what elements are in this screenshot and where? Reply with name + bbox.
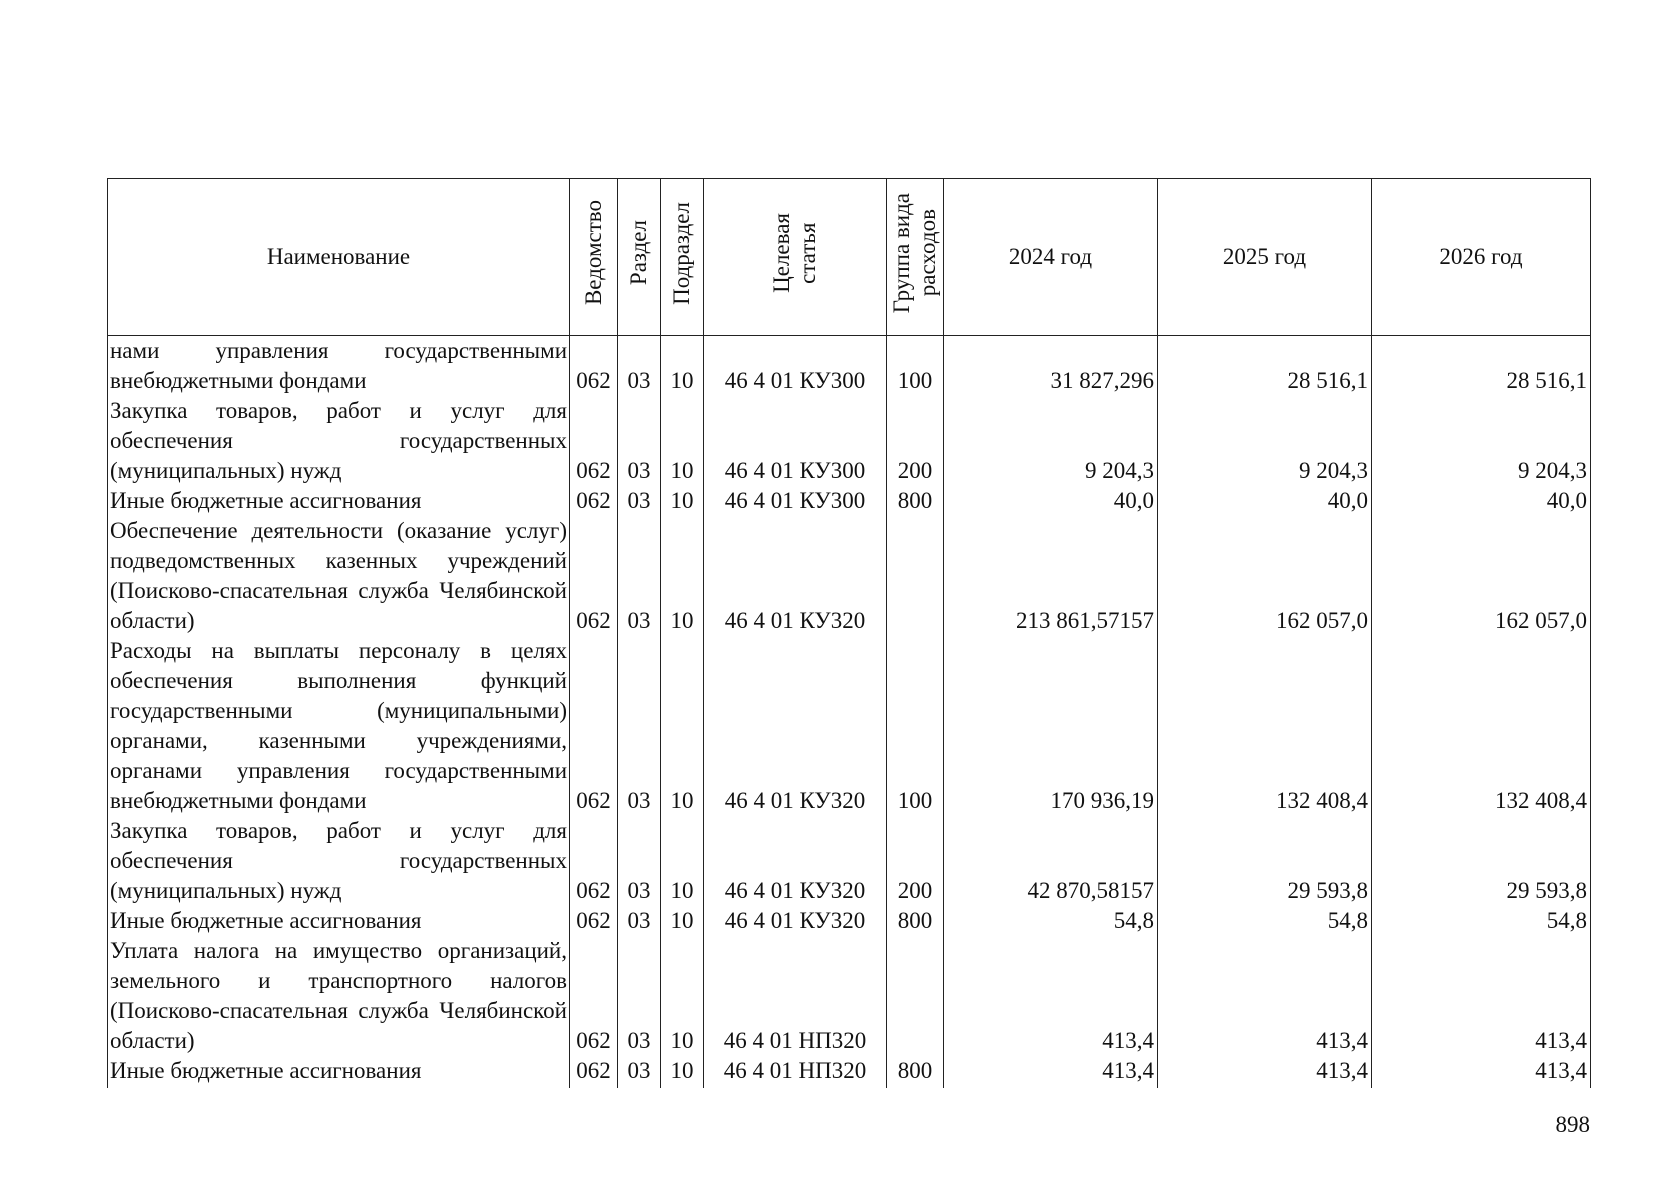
row-podrazdel: 10 (661, 936, 704, 1056)
header-name (108, 179, 570, 336)
row-podrazdel: 10 (661, 906, 704, 936)
row-2026: 162 057,0 (1372, 516, 1591, 636)
budget-table (107, 178, 1591, 1088)
header-gruppa (887, 179, 944, 336)
header-2026-label: 2026 год (1439, 244, 1523, 269)
row-name: Иные бюджетные ассигнования (108, 906, 570, 936)
row-celevaya-statya: 46 4 01 КУ300 (704, 486, 887, 516)
row-name: Расходы на выплаты персоналу в целях обеспечения выполнения функций государственными (муниципальными) органами, казенными учреждениями, органами управления государственными внебюджетными фондами (108, 636, 570, 816)
row-vedomstvo: 062 (570, 906, 618, 936)
header-razdel-label: Раздел (626, 220, 651, 286)
row-razdel: 03 (618, 516, 661, 636)
row-podrazdel: 10 (661, 816, 704, 906)
row-name: нами управления государственными внебюджетными фондами (108, 336, 570, 397)
row-celevaya-statya: 46 4 01 КУ320 (704, 636, 887, 816)
row-gruppa: 800 (887, 1056, 944, 1088)
row-podrazdel: 10 (661, 516, 704, 636)
row-2026: 54,8 (1372, 906, 1591, 936)
row-razdel: 03 (618, 486, 661, 516)
row-2025: 29 593,8 (1158, 816, 1372, 906)
table-row (108, 906, 1591, 936)
header-celevaya-line1: Целевая (769, 213, 794, 293)
row-2024: 31 827,296 (944, 336, 1158, 397)
row-podrazdel: 10 (661, 336, 704, 397)
row-2026: 132 408,4 (1372, 636, 1591, 816)
row-vedomstvo: 062 (570, 336, 618, 397)
header-celevaya-statya (704, 179, 887, 336)
header-gruppa-label (889, 193, 941, 313)
row-2025: 28 516,1 (1158, 336, 1372, 397)
row-vedomstvo: 062 (570, 516, 618, 636)
row-name: Уплата налога на имущество организаций, земельного и транспортного налогов (Поисково-спасательная служба Челябинской области) (108, 936, 570, 1056)
header-2026 (1372, 179, 1591, 336)
header-podrazdel (661, 179, 704, 336)
table-row (108, 936, 1591, 1056)
row-2026: 28 516,1 (1372, 336, 1591, 397)
row-2025: 413,4 (1158, 936, 1372, 1056)
row-gruppa: 200 (887, 816, 944, 906)
row-podrazdel: 10 (661, 1056, 704, 1088)
header-celevaya-line2: статья (795, 222, 820, 284)
row-2026: 413,4 (1372, 936, 1591, 1056)
row-2024: 54,8 (944, 906, 1158, 936)
row-gruppa (887, 516, 944, 636)
page-number: 898 (1555, 1112, 1590, 1137)
row-razdel: 03 (618, 1056, 661, 1088)
row-gruppa (887, 936, 944, 1056)
row-2026: 40,0 (1372, 486, 1591, 516)
row-podrazdel: 10 (661, 396, 704, 486)
table-row (108, 396, 1591, 486)
header-vedomstvo-label: Ведомство (580, 200, 606, 306)
table-header-row (108, 179, 1591, 336)
table-row (108, 486, 1591, 516)
row-gruppa: 200 (887, 396, 944, 486)
row-2025: 54,8 (1158, 906, 1372, 936)
table-row (108, 336, 1591, 397)
row-2024: 170 936,19 (944, 636, 1158, 816)
header-podrazdel-label: Подраздел (669, 201, 694, 305)
row-celevaya-statya: 46 4 01 НП320 (704, 1056, 887, 1088)
row-2024: 413,4 (944, 936, 1158, 1056)
header-gruppa-line2: расходов (915, 209, 940, 297)
row-2025: 132 408,4 (1158, 636, 1372, 816)
table-row (108, 1056, 1591, 1088)
row-2025: 9 204,3 (1158, 396, 1372, 486)
header-razdel (618, 179, 661, 336)
table-row (108, 816, 1591, 906)
row-gruppa: 800 (887, 906, 944, 936)
row-2024: 413,4 (944, 1056, 1158, 1088)
row-celevaya-statya: 46 4 01 КУ320 (704, 906, 887, 936)
table-row (108, 516, 1591, 636)
header-2025-label: 2025 год (1222, 244, 1307, 269)
row-name: Закупка товаров, работ и услуг для обеспечения государственных (муниципальных) нужд (108, 396, 570, 486)
row-vedomstvo: 062 (570, 936, 618, 1056)
row-celevaya-statya: 46 4 01 КУ320 (704, 816, 887, 906)
row-2026: 9 204,3 (1372, 396, 1591, 486)
row-vedomstvo: 062 (570, 636, 618, 816)
row-razdel: 03 (618, 906, 661, 936)
row-razdel: 03 (618, 936, 661, 1056)
header-2024 (944, 179, 1158, 336)
row-podrazdel: 10 (661, 636, 704, 816)
header-vedomstvo (570, 179, 618, 336)
row-gruppa: 100 (887, 636, 944, 816)
row-gruppa: 800 (887, 486, 944, 516)
row-vedomstvo: 062 (570, 396, 618, 486)
row-podrazdel: 10 (661, 486, 704, 516)
row-vedomstvo: 062 (570, 486, 618, 516)
row-2026: 29 593,8 (1372, 816, 1591, 906)
row-name: Иные бюджетные ассигнования (108, 486, 570, 516)
row-2024: 9 204,3 (944, 396, 1158, 486)
row-name: Иные бюджетные ассигнования (108, 1056, 570, 1088)
row-celevaya-statya: 46 4 01 КУ300 (704, 396, 887, 486)
row-gruppa: 100 (887, 336, 944, 397)
row-razdel: 03 (618, 396, 661, 486)
row-2024: 42 870,58157 (944, 816, 1158, 906)
row-vedomstvo: 062 (570, 816, 618, 906)
row-name: Закупка товаров, работ и услуг для обеспечения государственных (муниципальных) нужд (108, 816, 570, 906)
row-celevaya-statya: 46 4 01 КУ300 (704, 336, 887, 397)
row-2024: 40,0 (944, 486, 1158, 516)
row-razdel: 03 (618, 336, 661, 397)
table-row (108, 636, 1591, 816)
row-vedomstvo: 062 (570, 1056, 618, 1088)
header-name-label: Наименование (266, 244, 411, 269)
header-2025 (1158, 179, 1372, 336)
header-celevaya-label (769, 213, 821, 293)
row-2025: 413,4 (1158, 1056, 1372, 1088)
row-2026: 413,4 (1372, 1056, 1591, 1088)
row-2024: 213 861,57157 (944, 516, 1158, 636)
row-2025: 162 057,0 (1158, 516, 1372, 636)
row-name: Обеспечение деятельности (оказание услуг) подведомственных казенных учреждений (Поисково-спасательная служба Челябинской области) (108, 516, 570, 636)
row-razdel: 03 (618, 816, 661, 906)
header-2024-label: 2024 год (1008, 244, 1093, 269)
row-celevaya-statya: 46 4 01 НП320 (704, 936, 887, 1056)
row-2025: 40,0 (1158, 486, 1372, 516)
row-celevaya-statya: 46 4 01 КУ320 (704, 516, 887, 636)
row-razdel: 03 (618, 636, 661, 816)
header-gruppa-line1: Группа вида (889, 192, 914, 314)
